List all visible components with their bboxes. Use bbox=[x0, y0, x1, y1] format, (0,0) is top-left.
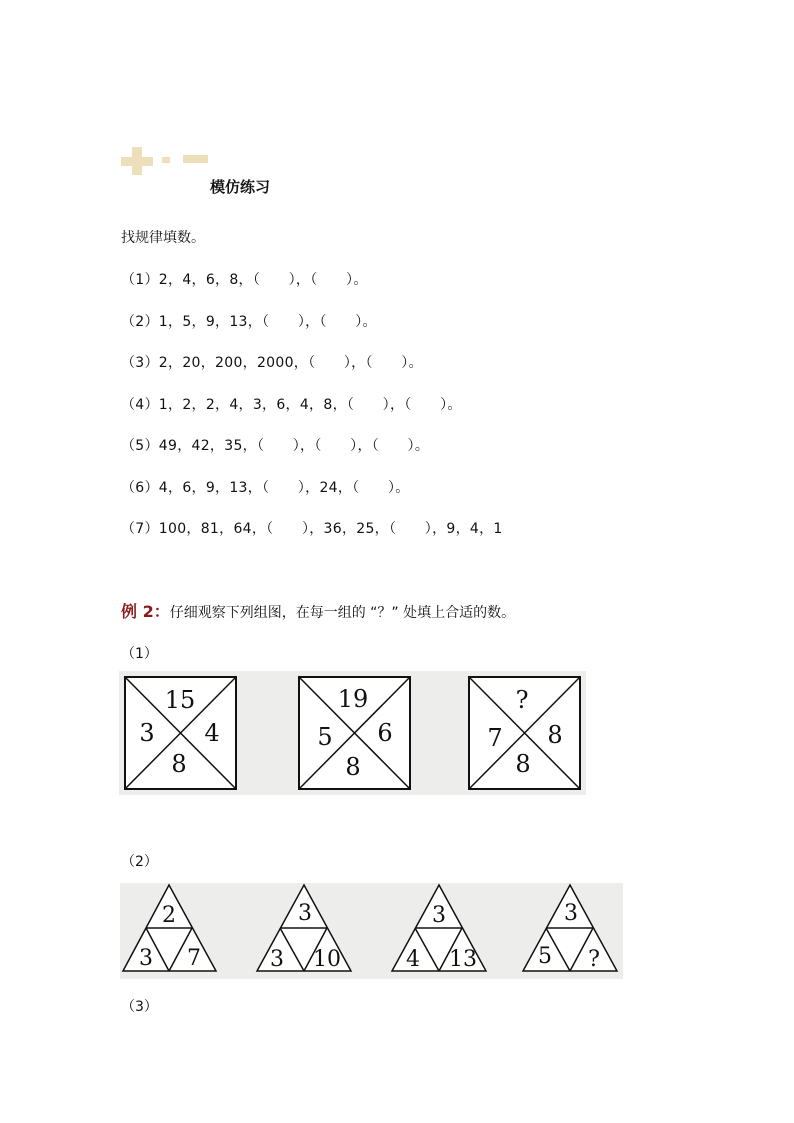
triangle-left-number: 5 bbox=[538, 944, 552, 969]
square-puzzle bbox=[469, 677, 580, 789]
square-right-number: 6 bbox=[377, 719, 393, 747]
square-left-number: 5 bbox=[317, 723, 333, 751]
section-heading: 模仿练习 bbox=[210, 178, 271, 196]
decor-minus-icon bbox=[183, 155, 208, 163]
square-right-number: 8 bbox=[547, 721, 563, 749]
problem-line: （7）100，81，64，（ ），36，25，（ ），9，4，1 bbox=[121, 521, 503, 537]
problem-line: （6）4，6，9，13，（ ），24，（ ）。 bbox=[121, 480, 410, 496]
square-top-number: 15 bbox=[164, 686, 196, 714]
square-puzzle bbox=[125, 677, 236, 789]
part-label: （1） bbox=[121, 646, 158, 662]
problem-line: （3）2，20，200，2000，（ ），（ ）。 bbox=[121, 355, 423, 371]
problem-line: （4）1，2，2，4，3，6，4，8，（ ），（ ）。 bbox=[121, 397, 462, 413]
squares-svg bbox=[119, 671, 586, 795]
squares-figure bbox=[119, 671, 586, 795]
instruction-text: 找规律填数。 bbox=[121, 230, 205, 246]
square-puzzle bbox=[299, 677, 410, 789]
triangle-right-number: ? bbox=[588, 947, 600, 972]
square-bottom-number: 8 bbox=[345, 753, 361, 781]
square-bottom-number: 8 bbox=[515, 750, 531, 778]
problem-line: （1）2，4，6，8，（ ），（ ）。 bbox=[121, 272, 368, 288]
triangle-left-number: 3 bbox=[270, 947, 284, 972]
square-bottom-number: 8 bbox=[171, 750, 187, 778]
part-label: （2） bbox=[121, 854, 158, 870]
triangle-left-number: 3 bbox=[139, 946, 153, 971]
triangle-left-number: 4 bbox=[406, 947, 420, 972]
example-title bbox=[121, 599, 515, 622]
decor-dot-icon bbox=[162, 157, 170, 163]
square-left-number: 7 bbox=[487, 724, 503, 752]
triangle-top-number: 2 bbox=[162, 903, 176, 928]
square-right-number: 4 bbox=[204, 719, 220, 747]
triangle-top-number: 3 bbox=[432, 903, 446, 928]
example-text: 仔细观察下列组图，在每一组的 “？” 处填上合适的数。 bbox=[169, 605, 516, 621]
example-label: 例 2： bbox=[121, 602, 170, 621]
square-top-number: ? bbox=[515, 686, 529, 714]
triangle-puzzle bbox=[123, 885, 216, 971]
triangles-svg bbox=[120, 883, 623, 979]
triangle-puzzle bbox=[257, 885, 351, 972]
square-left-number: 3 bbox=[139, 719, 155, 747]
square-top-number: 19 bbox=[337, 685, 369, 713]
problem-line: （5）49，42，35，（ ），（ ），（ ）。 bbox=[121, 438, 430, 454]
triangle-right-number: 10 bbox=[313, 947, 341, 972]
triangle-top-number: 3 bbox=[564, 901, 578, 926]
part-label: （3） bbox=[121, 999, 158, 1015]
triangle-top-number: 3 bbox=[298, 901, 312, 926]
problem-line: （2）1，5，9，13，（ ），（ ）。 bbox=[121, 314, 377, 330]
triangle-puzzle bbox=[523, 885, 617, 972]
triangles-figure bbox=[120, 883, 623, 979]
triangle-right-number: 13 bbox=[449, 947, 477, 972]
triangle-right-number: 7 bbox=[187, 946, 201, 971]
triangle-puzzle bbox=[392, 885, 486, 972]
decor-plus-icon-vertical bbox=[132, 147, 142, 175]
